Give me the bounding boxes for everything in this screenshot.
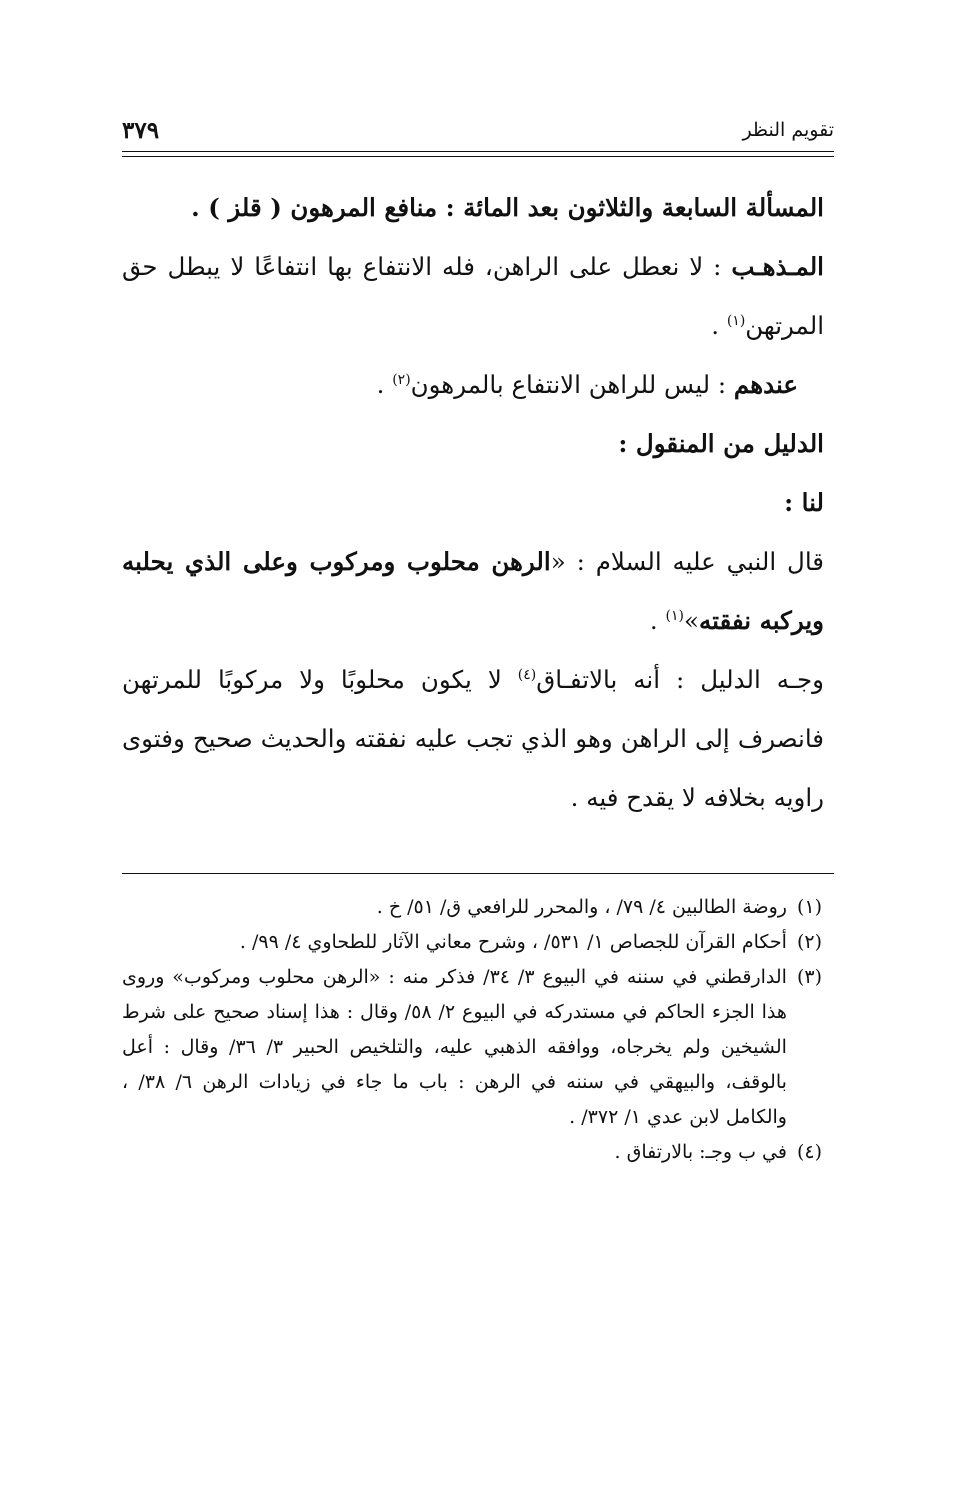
wajh-text-start: وجـه الدليل : أنه بالاتفـاق xyxy=(536,665,824,694)
punctuation: . xyxy=(376,370,393,399)
page-number: ٣٧٩ xyxy=(122,116,160,144)
footnote-rule xyxy=(122,873,834,874)
footnote-number: (٤) xyxy=(796,1141,822,1163)
page-header xyxy=(122,112,834,148)
main-text xyxy=(122,178,824,827)
footnote-number: (٢) xyxy=(796,931,822,953)
footnote-ref: (١) xyxy=(665,607,684,624)
hadith-close: » xyxy=(683,606,699,635)
footnote-text: الدارقطني في سننه في البيوع ٣/ ٣٤/ فذكر منه : «الرهن محلوب ومركوب» وروى هذا الجزء الحاكم في مستدركه في البيوع ٢/ ٥٨/ وقال : هذا إسناد صحيح على شرط الشيخين ولم يخرجاه، ووافقه الذهبي عليه، والتلخيص الحبير ٣/ ٣٦/ وقال : أعل بالوقف، والبيهقي في سننه في الرهن : باب ما جاء في زيادات الرهن ٦/ ٣٨/ ، والكامل لابن عدي ١/ ٣٧٢/ . xyxy=(122,966,787,1128)
footnote-ref: (٢) xyxy=(392,371,411,388)
wajh-text-end: لا يكون محلوبًا ولا مركوبًا للمرتهن فانصرف إلى الراهن وهو الذي تجب عليه نفقته والحديث صحيح وفتوى راويه بخلافه لا يقدح فيه . xyxy=(122,665,824,812)
madhhab-paragraph xyxy=(122,237,824,355)
header-rule xyxy=(122,151,834,152)
madhhab-label: المـذهـب xyxy=(731,252,824,281)
footnote-number: (٣) xyxy=(796,966,822,988)
hadith-text: الرهن محلوب ومركوب وعلى الذي يحلبه ويركبه نفقته xyxy=(122,547,824,635)
footnote-text: في ب وجـ: بالارتفاق . xyxy=(614,1141,787,1163)
punctuation: . xyxy=(649,606,666,635)
footnote-item xyxy=(122,925,822,960)
issue-heading: المسألة السابعة والثلاثون بعد المائة : منافع المرهون ( قلز ) . xyxy=(191,193,824,222)
wajh-paragraph xyxy=(122,650,824,827)
footnote-ref: (٤) xyxy=(517,666,537,683)
footnote-text: أحكام القرآن للجصاص ١/ ٥٣١/ ، وشرح معاني الآثار للطحاوي ٤/ ٩٩/ . xyxy=(239,931,787,953)
header-rule-second xyxy=(122,156,834,157)
indahum-paragraph xyxy=(122,355,824,414)
running-title: تقويم النظر xyxy=(742,119,834,141)
indahum-text: : ليس للراهن الانتفاع بالمرهون xyxy=(410,370,734,399)
footnote-ref: (١) xyxy=(726,312,746,329)
footnote-item xyxy=(122,890,822,925)
hadith-paragraph xyxy=(122,532,824,650)
footnote-text: روضة الطالبين ٤/ ٧٩/ ، والمحرر للرافعي ق/ ٥١/ خ . xyxy=(376,896,787,918)
evidence-heading: الدليل من المنقول : xyxy=(618,429,824,458)
footnote-number: (١) xyxy=(796,896,822,918)
lana-label: لنا : xyxy=(784,488,824,517)
footnote-item xyxy=(122,1135,822,1170)
hadith-intro: قال النبي عليه السلام : « xyxy=(550,547,825,576)
indahum-label: عندهم xyxy=(733,370,798,399)
madhhab-text: : لا نعطل على الراهن، فله الانتفاع بها انتفاعًا لا يبطل حق المرتهن xyxy=(122,252,824,340)
footnotes xyxy=(122,890,822,1170)
punctuation: . xyxy=(711,311,727,340)
footnote-item xyxy=(122,960,822,1135)
